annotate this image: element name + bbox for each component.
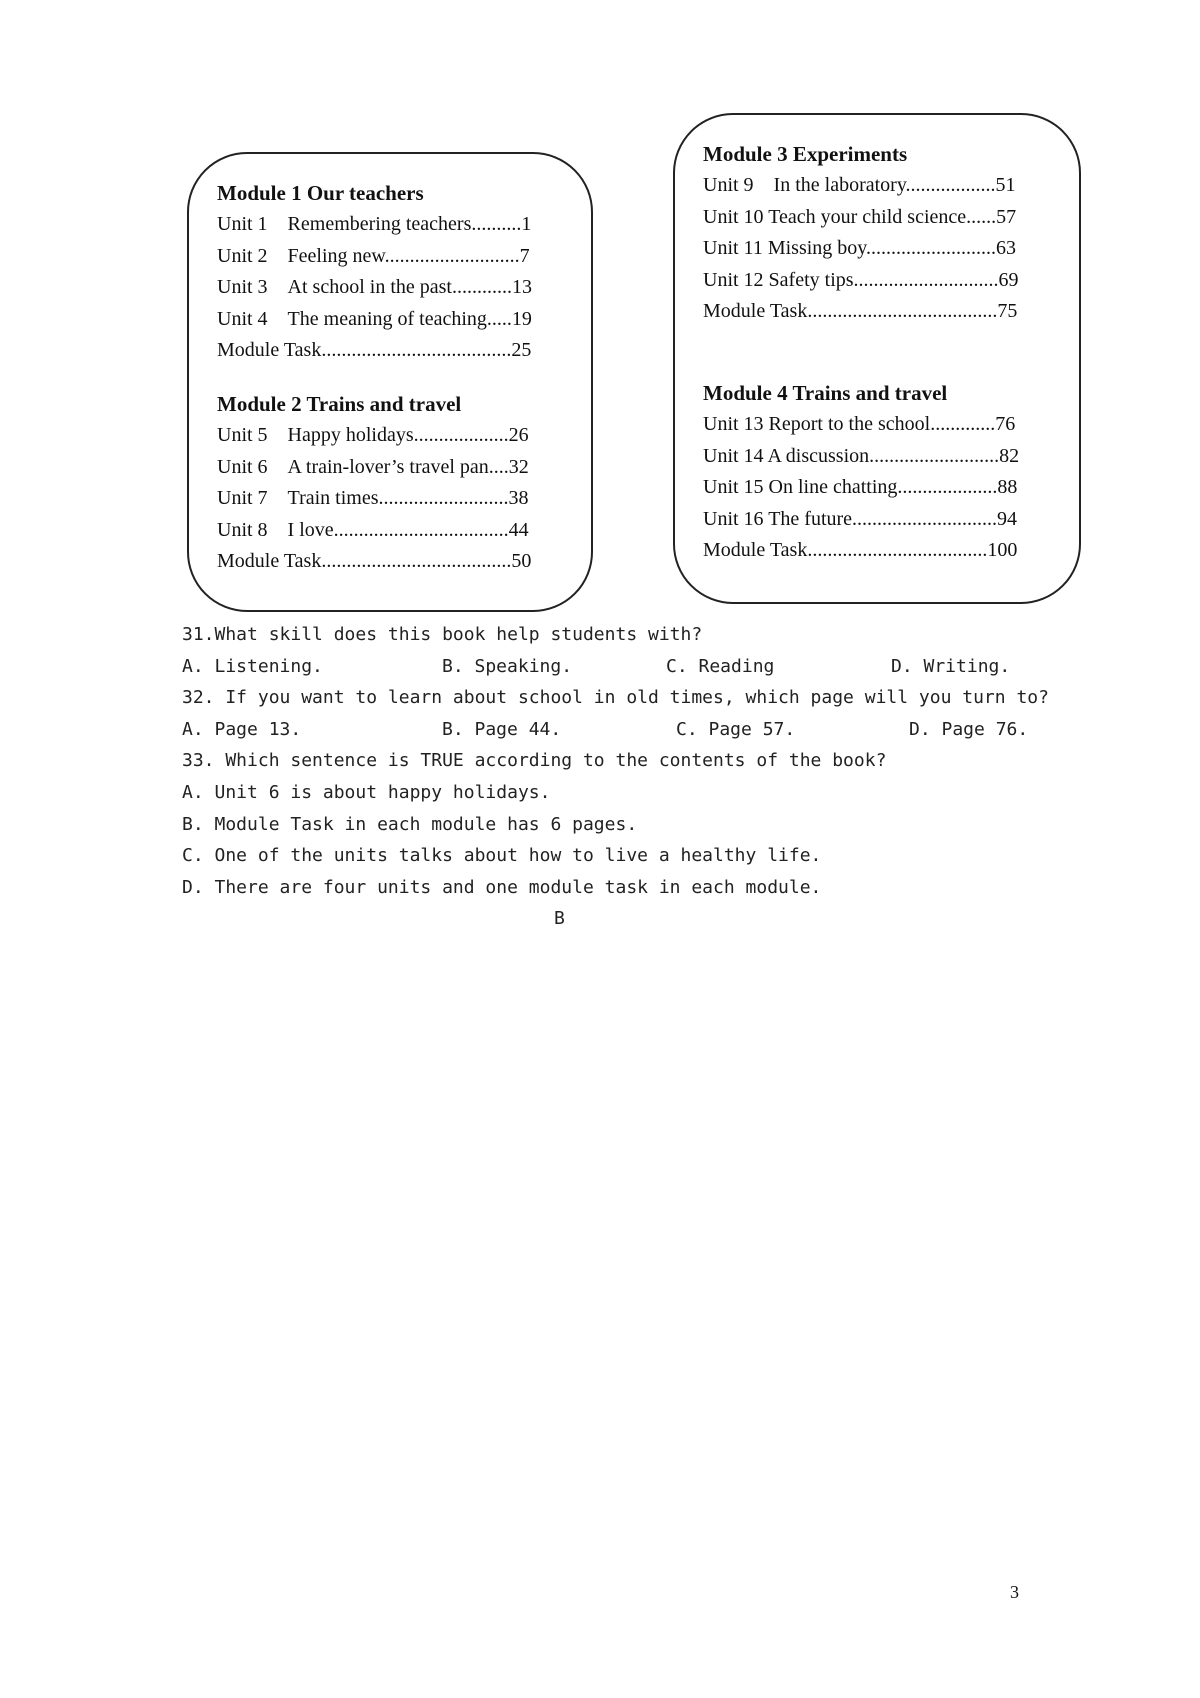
q33-option-a: A. Unit 6 is about happy holidays.	[182, 781, 551, 803]
toc-unit-2: Unit 2 Feeling new...........................7	[217, 244, 530, 267]
question-31: 31.What skill does this book help students with?	[182, 624, 703, 645]
question-31-options	[182, 651, 1082, 683]
q33-option-c: C. One of the units talks about how to live a healthy life.	[182, 845, 822, 867]
question-32: 32. If you want to learn about school in old times, which page will you turn to?	[182, 687, 1049, 709]
toc-module-2-task: Module Task......................................50	[217, 550, 532, 573]
toc-unit-7: Unit 7 Train times..........................38	[217, 487, 529, 510]
q33-option-d: D. There are four units and one module task in each module.	[182, 876, 822, 898]
contents-box-right	[673, 113, 1081, 604]
q31-option-a: A. Listening.	[182, 655, 323, 677]
q32-option-d: D. Page 76.	[909, 718, 1029, 740]
module-2-title: Module 2 Trains and travel	[217, 391, 462, 416]
toc-module-3-task: Module Task......................................75	[703, 300, 1018, 323]
q31-option-c: C. Reading	[666, 655, 775, 677]
answer-line	[182, 903, 1082, 935]
toc-unit-1: Unit 1 Remembering teachers..........1	[217, 213, 532, 235]
toc-unit-9: Unit 9 In the laboratory..................51	[703, 174, 1016, 196]
module-3-title: Module 3 Experiments	[703, 142, 908, 166]
contents-box-left	[187, 152, 593, 612]
toc-unit-13: Unit 13 Report to the school.............76	[703, 412, 1016, 435]
page-number: 3	[1010, 1582, 1019, 1602]
question-32-options	[182, 714, 1082, 746]
toc-unit-14: Unit 14 A discussion..........................82	[703, 444, 1020, 467]
q31-option-b: B. Speaking.	[442, 655, 573, 677]
q32-option-a: A. Page 13.	[182, 718, 302, 740]
toc-module-4-task: Module Task....................................100	[703, 539, 1018, 562]
module-4-title: Module 4 Trains and travel	[703, 380, 948, 405]
question-33: 33. Which sentence is TRUE according to the contents of the book?	[182, 750, 887, 772]
q31-option-d: D. Writing.	[891, 655, 1011, 677]
toc-unit-16: Unit 16 The future.............................94	[703, 507, 1018, 530]
toc-unit-8: Unit 8 I love...................................44	[217, 518, 529, 541]
answer-key: B	[554, 908, 565, 930]
toc-unit-6: Unit 6 A train-lover’s travel pan....32	[217, 455, 529, 478]
q33-option-b: B. Module Task in each module has 6 pages.	[182, 813, 638, 835]
toc-unit-3: Unit 3 At school in the past............13	[217, 276, 532, 299]
toc-unit-12: Unit 12 Safety tips.............................69	[703, 268, 1019, 291]
toc-unit-11: Unit 11 Missing boy..........................63	[703, 237, 1016, 260]
module-1-title: Module 1 Our teachers	[217, 181, 424, 205]
q32-option-b: B. Page 44.	[442, 718, 562, 740]
questions-section	[182, 619, 1082, 935]
toc-module-1-task: Module Task......................................25	[217, 339, 532, 362]
toc-unit-4: Unit 4 The meaning of teaching.....19	[217, 307, 532, 330]
toc-unit-15: Unit 15 On line chatting....................88	[703, 476, 1018, 499]
q32-option-c: C. Page 57.	[676, 718, 796, 740]
toc-unit-5: Unit 5 Happy holidays...................26	[217, 423, 529, 446]
toc-unit-10: Unit 10 Teach your child science......57	[703, 205, 1017, 228]
